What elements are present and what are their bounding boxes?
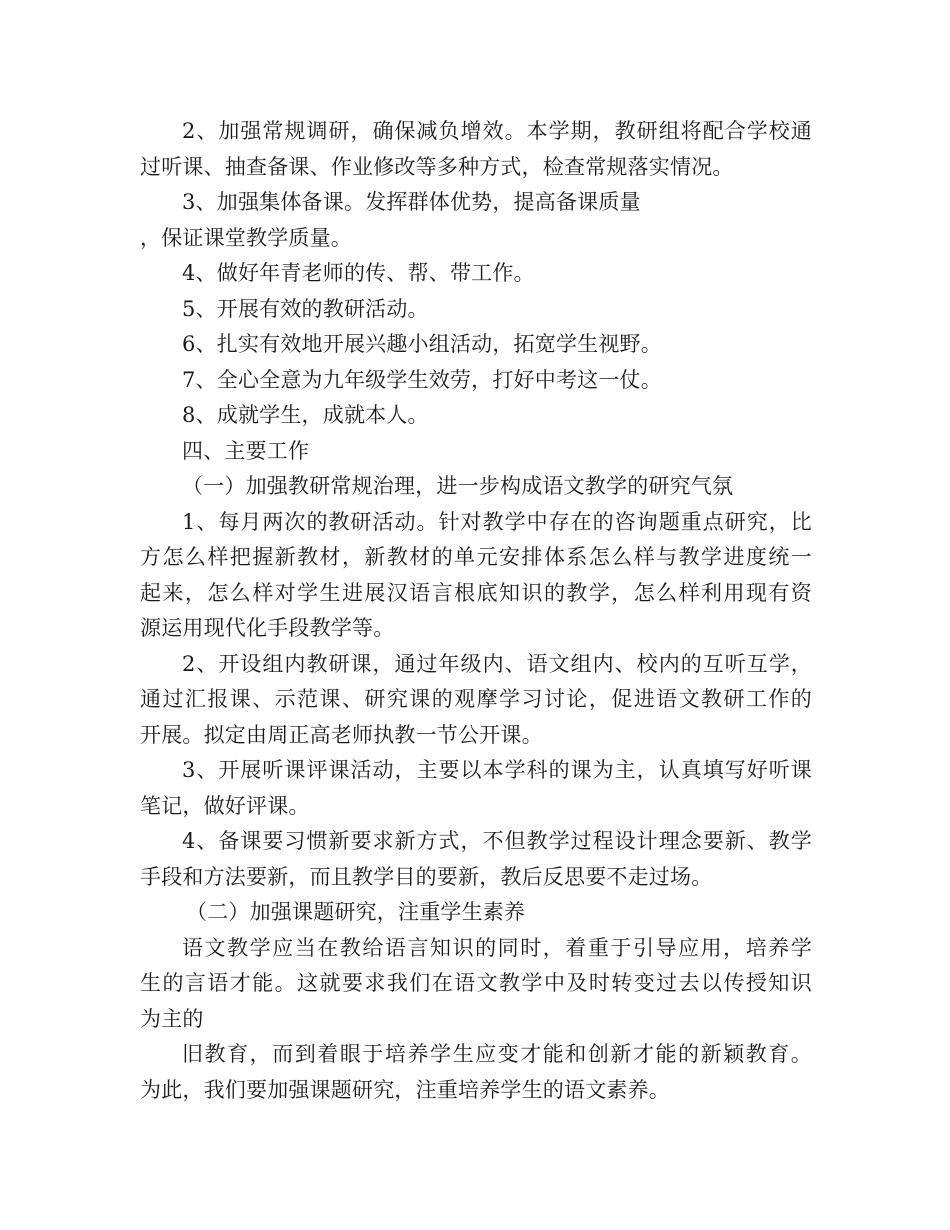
text-line: 开展。拟定由周正高老师执教一节公开课。 (140, 722, 543, 747)
text-line: 过听课、抽查备课、作业修改等多种方式，检查常规落实情况。 (140, 154, 734, 179)
text-line: 7、全心全意为九年级学生效劳，打好中考这一仗。 (182, 367, 662, 392)
text-line: 1、每月两次的教研活动。针对教学中存在的咨询题重点研究，比 (182, 509, 812, 534)
text-line: 语文教学应当在教给语言知识的同时，着重于引导应用，培养学 (182, 935, 812, 960)
text-line: 5、开展有效的教研活动。 (182, 296, 429, 321)
text-line: ，保证课堂教学质量。 (140, 225, 352, 250)
subsection-heading: （二）加强课题研究，注重学生素养 (186, 900, 526, 924)
text-line: 2、开设组内教研课，通过年级内、语文组内、校内的互听互学， (182, 651, 812, 676)
text-line: 4、备课要习惯新要求新方式，不但教学过程设计理念要新、教学 (182, 829, 812, 853)
text-line: 4、做好年青老师的传、帮、带工作。 (182, 261, 535, 285)
text-line: 旧教育，而到着眼于培养学生应变才能和创新才能的新颖教育。 (182, 1042, 812, 1066)
text-line: 方怎么样把握新教材，新教材的单元安排体系怎么样与教学进度统一 (140, 545, 812, 569)
text-line: 通过汇报课、示范课、研究课的观摩学习讨论，促进语文教研工作的 (140, 687, 812, 711)
text-line: 手段和方法要新，而且教学目的要新，教后反思要不走过场。 (140, 864, 713, 889)
text-line: 为主的 (140, 1006, 204, 1031)
subsection-heading: （一）加强教研常规治理，进一步构成语文教学的研究气氛 (182, 474, 734, 498)
text-line: 笔记，做好评课。 (140, 793, 310, 818)
text-line: 8、成就学生，成就本人。 (182, 403, 429, 427)
text-line: 起来，怎么样对学生进展汉语言根底知识的教学，怎么样利用现有资 (140, 580, 812, 605)
document-body (140, 114, 812, 1108)
text-line: 源运用现代化手段教学等。 (140, 616, 395, 640)
text-line: 6、扎实有效地开展兴趣小组活动，拓宽学生视野。 (182, 332, 662, 356)
text-line: 3、开展听课评课活动，主要以本学科的课为主，认真填写好听课 (182, 758, 812, 782)
text-line: 3、加强集体备课。发挥群体优势，提高备课质量 (182, 190, 641, 214)
text-line: 生的言语才能。这就要求我们在语文教学中及时转变过去以传授知识 (140, 971, 812, 995)
text-line: 为此，我们要加强课题研究，注重培养学生的语文素养。 (140, 1077, 670, 1102)
section-heading: 四、主要工作 (182, 438, 310, 463)
text-line: 2、加强常规调研，确保减负增效。本学期，教研组将配合学校通 (182, 119, 812, 143)
